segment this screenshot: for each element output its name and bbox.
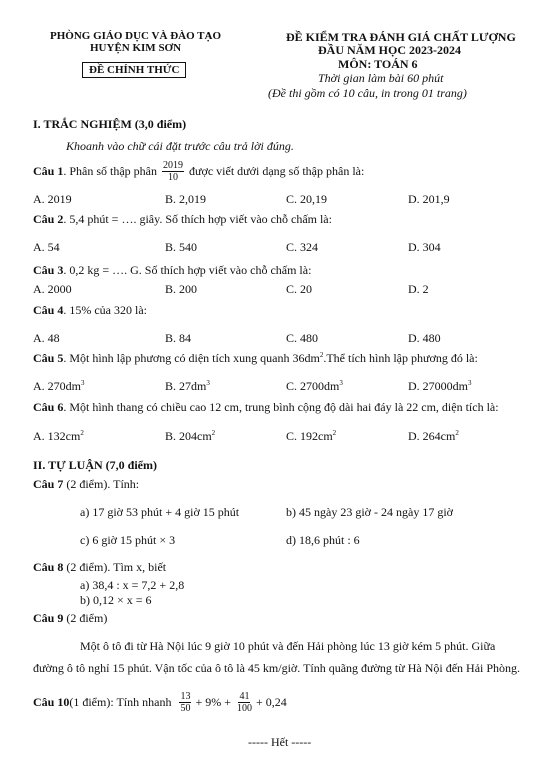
question-text: .Thể tích hình lập phương đó là: <box>323 351 478 365</box>
part2-title: II. TỰ LUẬN (7,0 điểm) <box>33 458 158 472</box>
option-d[interactable]: D. $264cm^2$ <box>408 429 459 443</box>
fraction-denominator: 100 <box>236 702 252 714</box>
question-7 <box>33 477 139 492</box>
question-6 <box>33 400 499 415</box>
question-text: . Phân số thập phân <box>63 163 157 178</box>
option-d[interactable]: D. 304 <box>408 240 441 254</box>
question-8 <box>33 560 166 575</box>
fraction-numerator: 41 <box>239 690 250 702</box>
question-10 <box>33 685 287 719</box>
option-c[interactable]: C. $2700dm^3$ <box>286 379 343 393</box>
option-b[interactable]: B. $27dm^3$ <box>165 379 210 393</box>
option-a[interactable]: A. 48 <box>33 331 60 345</box>
fraction-denominator: 10 <box>168 171 178 183</box>
question-4 <box>33 303 147 318</box>
question-label: Câu 8 <box>33 560 64 574</box>
option-d[interactable]: D. $27000dm^3$ <box>408 379 472 393</box>
question-label: Câu 2 <box>33 212 64 226</box>
exam-title: ĐỀ KIỂM TRA ĐÁNH GIÁ CHẤT LƯỢNG <box>286 30 516 44</box>
department-name: PHÒNG GIÁO DỤC VÀ ĐÀO TẠO <box>50 30 222 42</box>
question-text: (2 điểm). Tìm x, biết <box>63 560 167 574</box>
page-count: (Đề thi gồm có 10 câu, in trong 01 trang) <box>268 86 467 100</box>
option-a[interactable]: A. 2000 <box>33 282 72 296</box>
question-label: Câu 10 <box>33 694 70 709</box>
fraction-numerator: 2019 <box>163 159 183 171</box>
option-d[interactable]: D. 201,9 <box>408 192 450 206</box>
question-label: Câu 3 <box>33 263 64 277</box>
question-label: Câu 4 <box>33 303 64 317</box>
option-c[interactable]: C. $192cm^2$ <box>286 429 337 443</box>
option-c[interactable]: C. 324 <box>286 240 319 254</box>
operator: + 0,24 <box>255 694 287 709</box>
fraction-numerator: 13 <box>180 690 191 702</box>
option-b[interactable]: B. 540 <box>165 240 198 254</box>
district-name: HUYỆN KIM SƠN <box>90 42 182 54</box>
question-label: Câu 6 <box>33 400 64 414</box>
question-text: (2 điểm). Tính: <box>63 477 140 491</box>
question-text: . Một hình lập phương có diện tích xung quanh 36dm <box>63 351 320 365</box>
question-text: (1 điểm): Tính nhanh <box>69 694 172 709</box>
option-c[interactable]: C. 20,19 <box>286 192 328 206</box>
subquestion-a: a) 17 giờ 53 phút + 4 giờ 15 phút <box>80 505 240 519</box>
fraction-denominator: 50 <box>180 702 191 714</box>
option-a[interactable]: A. 2019 <box>33 192 72 206</box>
subquestion-a: a) 38,4 : x = 7,2 + 2,8 <box>80 578 185 592</box>
option-b[interactable]: B. $204cm^2$ <box>165 429 216 443</box>
question-text: được viết dưới dạng số thập phân là: <box>189 163 365 178</box>
option-a[interactable]: A. 54 <box>33 240 60 254</box>
question-label: Câu 7 <box>33 477 64 491</box>
question-3 <box>33 263 311 278</box>
question-text: (2 điểm) <box>63 611 108 625</box>
fraction <box>162 160 184 183</box>
problem-text-line2: đường ô tô nghỉ 15 phút. Vận tốc của ô tô là 45 km/giờ. Tính quãng đường từ Hà Nội đến Hải Phòng. <box>33 661 521 675</box>
subquestion-d: d) 18,6 phút : 6 <box>286 533 360 547</box>
problem-text-line1: Một ô tô đi từ Hà Nội lúc 9 giờ 10 phút và đến Hải phòng lúc 13 giờ kém 5 phút. Giữa <box>80 639 496 653</box>
question-label: Câu 5 <box>33 351 64 365</box>
option-b[interactable]: B. 84 <box>165 331 192 345</box>
option-d[interactable]: D. 480 <box>408 331 441 345</box>
operator: + 9% + <box>195 694 231 709</box>
question-2 <box>33 212 332 227</box>
fraction <box>237 691 252 714</box>
option-c[interactable]: C. 480 <box>286 331 319 345</box>
subquestion-c: c) 6 giờ 15 phút × 3 <box>80 533 176 547</box>
part1-instruction: Khoanh vào chữ cái đặt trước câu trả lời đúng. <box>66 139 294 153</box>
school-year: ĐẦU NĂM HỌC 2023-2024 <box>318 43 461 57</box>
subquestion-b: b) 0,12 × x = 6 <box>80 593 152 607</box>
question-label: Câu 9 <box>33 611 64 625</box>
question-label: Câu 1 <box>33 163 64 178</box>
superscript: 2 <box>319 351 324 359</box>
option-b[interactable]: B. 200 <box>165 282 198 296</box>
option-b[interactable]: B. 2,019 <box>165 192 207 206</box>
question-5 <box>33 351 478 366</box>
fraction <box>179 691 191 714</box>
option-a[interactable]: A. $270dm^3$ <box>33 379 85 393</box>
question-text: . Một hình thang có chiều cao 12 cm, trung bình cộng độ dài hai đáy là 22 cm, diện tích là: <box>63 400 499 414</box>
subquestion-b: b) 45 ngày 23 giờ - 24 ngày 17 giờ <box>286 505 454 519</box>
part1-title: I. TRẮC NGHIỆM (3,0 điểm) <box>33 117 187 131</box>
question-text: . 5,4 phút = …. giây. Số thích hợp viết vào chỗ chấm là: <box>63 212 332 226</box>
official-badge: ĐỀ CHÍNH THỨC <box>82 62 186 78</box>
question-1 <box>33 156 364 186</box>
option-d[interactable]: D. 2 <box>408 282 429 296</box>
subject-title: MÔN: TOÁN 6 <box>338 57 418 71</box>
end-marker: ----- Hết ----- <box>248 735 312 749</box>
question-text: . 15% của 320 là: <box>63 303 147 317</box>
option-c[interactable]: C. 20 <box>286 282 313 296</box>
question-text: . 0,2 kg = …. G. Số thích hợp viết vào chỗ chấm là: <box>63 263 312 277</box>
question-9 <box>33 611 107 626</box>
time-allowed: Thời gian làm bài 60 phút <box>318 71 444 85</box>
option-a[interactable]: A. $132cm^2$ <box>33 429 84 443</box>
